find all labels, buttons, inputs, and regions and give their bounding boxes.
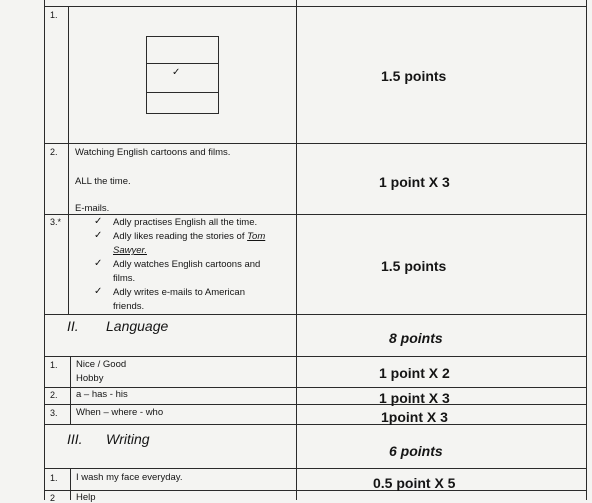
row-points: 1point X 3: [381, 409, 448, 425]
section-roman-numeral: II.: [67, 318, 79, 334]
row-rule: [44, 404, 586, 405]
checkmark-icon: ✓: [172, 67, 181, 78]
row-rule: [44, 424, 586, 425]
row-number: 2: [50, 493, 56, 503]
section-title: Writing: [106, 431, 150, 447]
row-top-rule: [44, 6, 586, 7]
checkmark-icon: ✓: [94, 230, 103, 241]
row-points: 1 point X 2: [379, 365, 450, 381]
answer-line: ALL the time.: [75, 176, 131, 187]
row-points: 0.5 point X 5: [373, 475, 456, 491]
row-rule: [44, 490, 586, 491]
row-rule: [44, 356, 586, 357]
row-points: 1 point X 3: [379, 174, 450, 190]
checkmark-icon: ✓: [94, 258, 103, 269]
row-rule: [44, 143, 586, 144]
bullet-text: Adly watches English cartoons and: [113, 259, 261, 270]
bullet-text: Adly likes reading the stories of Tom: [113, 231, 266, 242]
row-number: 2.: [50, 147, 58, 157]
row-number: 3.*: [50, 217, 62, 227]
row-rule: [44, 468, 586, 469]
table-right-border: [586, 0, 587, 500]
num-column-divider-writing: [70, 468, 71, 500]
section-roman-numeral: III.: [67, 431, 83, 447]
row-number: 3.: [50, 408, 58, 418]
answer-box-grid: [146, 36, 219, 114]
checkmark-icon: ✓: [94, 286, 103, 297]
row-number: 1.: [50, 10, 58, 20]
answer-line: When – where - who: [76, 407, 164, 418]
points-column-divider: [296, 0, 297, 500]
bullet-text-cont: Sawyer.: [113, 245, 147, 256]
section-points: 8 points: [389, 330, 443, 346]
table-left-border: [44, 0, 45, 500]
bullet-text-cont: friends.: [113, 301, 145, 312]
bullet-text: Adly writes e-mails to American: [113, 287, 245, 298]
num-column-divider: [68, 6, 69, 314]
row-number: 1.: [50, 473, 58, 483]
answer-line: Help: [76, 492, 96, 503]
bullet-text-cont: films.: [113, 273, 136, 284]
answer-line: a – has - his: [76, 389, 128, 400]
row-rule: [44, 314, 586, 315]
answer-line: Nice / Good: [76, 359, 127, 370]
checkmark-icon: ✓: [94, 216, 103, 227]
row-points: 1.5 points: [381, 258, 447, 274]
section-points: 6 points: [389, 443, 443, 459]
answer-line: I wash my face everyday.: [76, 472, 183, 483]
num-column-divider-language: [70, 356, 71, 424]
row-number: 2.: [50, 390, 58, 400]
bullet-text: Adly practises English all the time.: [113, 217, 258, 228]
row-rule: [44, 214, 586, 215]
row-points: 1 point X 3: [379, 390, 450, 406]
row-number: 1.: [50, 360, 58, 370]
row-points: 1.5 points: [381, 68, 447, 84]
section-title: Language: [106, 318, 169, 334]
answer-line: E-mails.: [75, 203, 110, 214]
row-rule: [44, 387, 586, 388]
answer-line: Hobby: [76, 373, 104, 384]
answer-line: Watching English cartoons and films.: [75, 147, 231, 158]
